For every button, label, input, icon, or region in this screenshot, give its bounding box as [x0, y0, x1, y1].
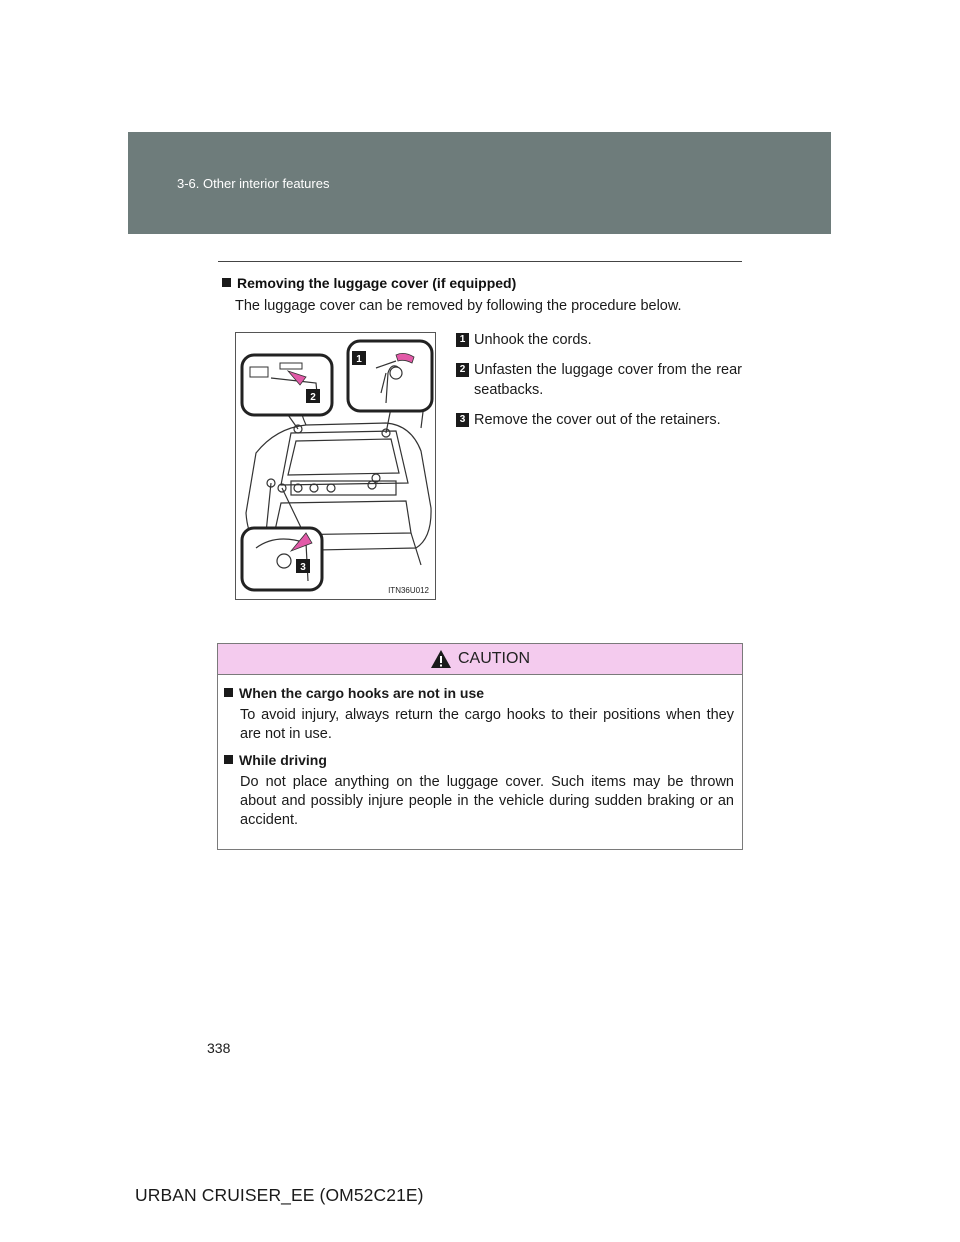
callout-3: 3: [300, 562, 306, 573]
caution-header: [218, 644, 742, 675]
subsection-heading: [222, 275, 516, 291]
step-item: [456, 360, 742, 400]
luggage-cover-figure: [235, 332, 436, 600]
caution-item-title: While driving: [224, 752, 734, 768]
bullet-square-icon: [222, 278, 231, 287]
footer-model: URBAN CRUISER_EE (OM52C21E): [135, 1185, 424, 1205]
header-band: [128, 132, 831, 234]
bullet-square-icon: [224, 688, 233, 697]
step-item: [456, 330, 742, 350]
step-text: Unhook the cords.: [474, 332, 592, 348]
caution-body: [218, 675, 742, 830]
section-divider: [218, 261, 742, 262]
callout-1: 1: [356, 354, 362, 365]
caution-item-text: Do not place anything on the luggage cover. Such items may be thrown about and possibly injure people in the vehicle during sudden braking or an accident.: [240, 774, 734, 828]
callout-2: 2: [310, 392, 316, 403]
step-text: Unfasten the luggage cover from the rear seatbacks.: [474, 362, 742, 398]
figure-code: ITN36U012: [388, 586, 429, 595]
section-title: 3-6. Other interior features: [177, 176, 330, 191]
warning-triangle-icon: [430, 649, 452, 669]
page-number: 338: [207, 1040, 231, 1056]
step-number-badge: 1: [456, 333, 469, 347]
step-item: [456, 410, 742, 430]
step-text: Remove the cover out of the retainers.: [474, 412, 721, 428]
caution-item-title: When the cargo hooks are not in use: [224, 685, 734, 701]
vehicle-rear-illustration: [236, 333, 436, 600]
subsection-title: Removing the luggage cover (if equipped): [237, 275, 517, 291]
step-number-badge: 2: [456, 363, 469, 377]
intro-paragraph: The luggage cover can be removed by following the procedure below.: [235, 298, 682, 314]
bullet-square-icon: [224, 755, 233, 764]
caution-item-text: To avoid injury, always return the cargo hooks to their positions when they are not in use.: [240, 707, 734, 742]
steps-list: [456, 330, 742, 440]
caution-label: CAUTION: [458, 650, 530, 667]
caution-box: [217, 643, 743, 850]
step-number-badge: 3: [456, 413, 469, 427]
